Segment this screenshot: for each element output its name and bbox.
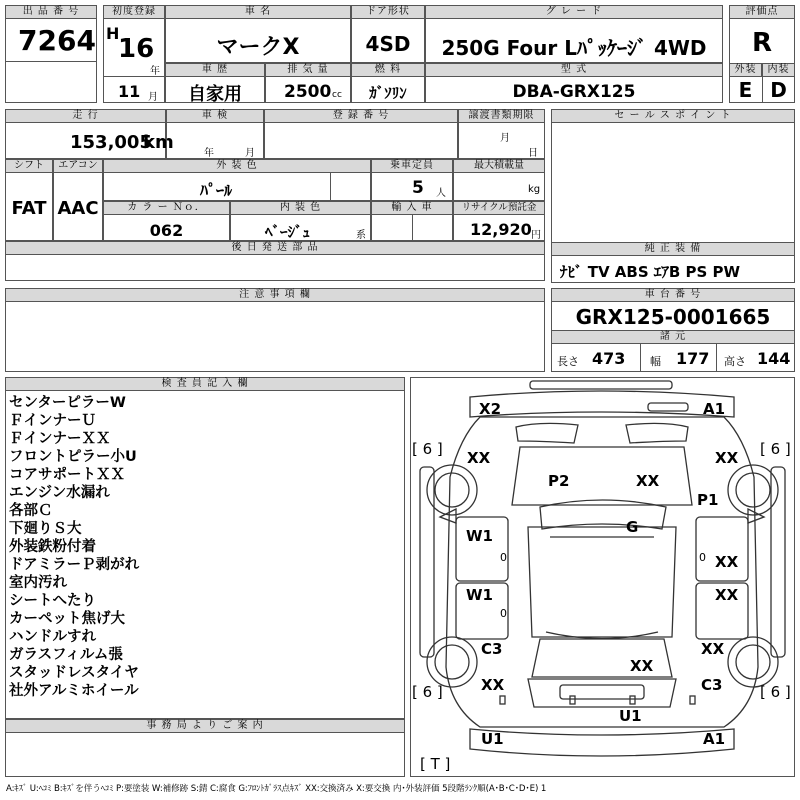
mark-a1-rear: A1 xyxy=(703,730,726,748)
mark-c3-left: C3 xyxy=(481,640,503,658)
score: R xyxy=(751,28,773,58)
remarks-list xyxy=(9,394,139,700)
remark-item: 室内汚れ xyxy=(9,575,67,591)
tire-depth-rr: [ 6 ] xyxy=(760,683,791,701)
inspection-label: 車 検 xyxy=(166,109,264,123)
model: DBA-GRX125 xyxy=(512,82,636,102)
remark-item: カーペット焦げ大 xyxy=(9,611,125,627)
length: 473 xyxy=(592,349,626,368)
recycle-label: リサイクル預託金 xyxy=(453,201,545,215)
remark-item: ハンドルすれ xyxy=(9,629,96,645)
reg-year: 16 xyxy=(118,34,155,64)
mark-p2: P2 xyxy=(548,472,570,490)
height: 144 xyxy=(757,349,791,368)
mark-xx-fl: XX xyxy=(467,449,491,467)
remark-item: ＦインナーＵ xyxy=(9,413,96,429)
shift-label: シフト xyxy=(5,159,53,173)
year-unit: 年 xyxy=(150,66,160,77)
remark-item: ガラスフィルム張 xyxy=(9,647,123,663)
equipment: ﾅﾋﾞ TV ABS ｴｱB PS PW xyxy=(560,263,741,281)
interior: ﾍﾞｰｼﾞｭ xyxy=(265,223,311,241)
car-name: マークX xyxy=(216,35,300,60)
mark-xx-rr: XX xyxy=(701,640,725,658)
sales-box xyxy=(551,109,795,283)
load-unit: kg xyxy=(528,184,541,195)
colorno-label: カ ラ ー Ｎｏ． xyxy=(103,201,230,215)
regno-label: 登 録 番 号 xyxy=(264,109,458,123)
ac: AAC xyxy=(57,198,99,219)
transfer-label: 譲渡書類期限 xyxy=(458,109,545,123)
transfer-month: 月 xyxy=(500,133,510,144)
lot-number: 7264 xyxy=(18,24,96,57)
color-label: 外 装 色 xyxy=(103,159,371,173)
mark-u1-rear: U1 xyxy=(481,730,504,748)
remark-item: センターピラーW xyxy=(9,395,126,411)
dims-label: 諸 元 xyxy=(551,330,795,344)
office-label: 事 務 局 よ り ご 案 内 xyxy=(5,719,405,733)
mark-xx-hood: XX xyxy=(636,472,660,490)
mark-u1-trunk: U1 xyxy=(619,707,642,725)
grade-label: グ レ ー ド xyxy=(425,5,723,19)
legend: A:ｷｽﾞ U:ﾍｺﾐ B:ｷｽﾞを伴うﾍｺﾐ P:要塗装 W:補修跡 S:錆 C:腐食 G:ﾌﾛﾝﾄｶﾞﾗｽ点ｷｽﾞ XX:交換済み X:要交換 内･外装評価 5段階ﾗﾝｸ順(A･B･C･D･E) 1 xyxy=(6,784,547,794)
tire-depth-rl: [ 6 ] xyxy=(412,683,443,701)
reg-month: 11 xyxy=(118,82,141,101)
fuel: ｶﾞｿﾘﾝ xyxy=(369,84,407,102)
width: 177 xyxy=(676,349,710,368)
mark-w1-front: W1 xyxy=(466,527,493,545)
tire-depth-fr: [ 6 ] xyxy=(760,440,791,458)
tire-depth-fl: [ 6 ] xyxy=(412,440,443,458)
fuel-label: 燃 料 xyxy=(351,63,425,77)
spare-tire: [ T ] xyxy=(420,755,451,773)
recycle: 12,920 xyxy=(470,220,532,239)
mark-xx-r2: XX xyxy=(715,586,739,604)
capacity: 5 xyxy=(412,178,424,198)
remark-item: スタッドレスタイヤ xyxy=(9,665,139,681)
inspection-year: 年 xyxy=(204,148,214,159)
remark-item: エンジン水漏れ xyxy=(9,485,110,501)
ext-label: 外装 xyxy=(729,63,762,77)
history: 自家用 xyxy=(188,84,242,105)
equip-label: 純 正 装 備 xyxy=(551,242,795,256)
door-label: ドア形状 xyxy=(351,5,425,19)
displacement-label: 排 気 量 xyxy=(265,63,351,77)
ac-label: エアコン xyxy=(53,159,103,173)
colorno: 062 xyxy=(149,221,184,240)
mark-c3-right: C3 xyxy=(701,676,723,694)
displacement: 2500 xyxy=(284,82,332,102)
mileage-label: 走 行 xyxy=(5,109,166,123)
mark-zero-l1: 0 xyxy=(500,551,507,564)
transfer-day: 日 xyxy=(528,148,538,159)
mileage-unit: km xyxy=(143,132,174,153)
era: H xyxy=(106,24,120,43)
mark-p1: P1 xyxy=(697,491,719,509)
int-grade: D xyxy=(770,78,787,102)
shift: FAT xyxy=(11,198,47,219)
car-outline-diagram xyxy=(410,377,795,777)
registration-label: 初度登録 xyxy=(103,5,165,19)
recycle-unit: 円 xyxy=(531,230,541,241)
chassis-number: GRX125-0001665 xyxy=(575,305,771,329)
mark-zero-l2: 0 xyxy=(500,607,507,620)
interior-label: 内 装 色 xyxy=(230,201,371,215)
mark-xx-trunk: XX xyxy=(630,657,654,675)
displacement-unit: cc xyxy=(332,90,342,100)
capacity-unit: 人 xyxy=(436,188,446,199)
model-label: 型 式 xyxy=(425,63,723,77)
ext-grade: E xyxy=(738,78,753,102)
remark-item: 下廻りＳ大 xyxy=(9,521,82,537)
len-label: 長さ xyxy=(557,355,579,368)
remark-item: ＦインナーＸＸ xyxy=(9,431,111,447)
month-unit: 月 xyxy=(148,92,158,103)
inspection-month: 月 xyxy=(245,148,255,159)
mark-xx-rl: XX xyxy=(481,676,505,694)
score-label: 評価点 xyxy=(729,5,795,19)
inspector-label: 検 査 員 記 入 欄 xyxy=(5,377,405,391)
mark-x2: X2 xyxy=(479,400,502,418)
mark-xx-r1: XX xyxy=(715,553,739,571)
capacity-label: 乗車定員 xyxy=(371,159,453,173)
grade: 250G Four Lﾊﾟｯｹｰｼﾞ 4WD xyxy=(441,36,707,60)
remark-item: ドアミラーＰ剥がれ xyxy=(9,557,140,573)
height-label: 高さ xyxy=(724,355,746,368)
remark-item: シートへたり xyxy=(9,593,96,609)
color: ﾊﾟｰﾙ xyxy=(199,181,232,200)
mileage: 153,005 xyxy=(70,132,152,153)
import-label: 輸 入 車 xyxy=(371,201,453,215)
mark-xx-fr: XX xyxy=(715,449,739,467)
mark-a1-front: A1 xyxy=(703,400,726,418)
interior-unit: 系 xyxy=(356,230,366,241)
mark-g: G xyxy=(626,518,639,536)
lot-label: 出 品 番 号 xyxy=(5,5,97,19)
remark-item: 各部Ｃ xyxy=(9,503,53,519)
chassis-label: 車 台 番 号 xyxy=(551,288,795,302)
remark-item: フロントピラー小U xyxy=(9,449,137,465)
remark-item: コアサポートＸＸ xyxy=(9,467,125,483)
remark-item: 社外アルミホイール xyxy=(9,683,139,699)
sales-label: セ ー ル ス ポ イ ン ト xyxy=(551,109,795,123)
notes-label: 注 意 事 項 欄 xyxy=(5,288,545,302)
door-type: 4SD xyxy=(365,32,411,56)
later-parts-label: 後 日 発 送 部 品 xyxy=(5,241,545,255)
width-label: 幅 xyxy=(650,355,661,368)
int-label: 内装 xyxy=(762,63,795,77)
history-label: 車 歴 xyxy=(165,63,265,77)
load-label: 最大積載量 xyxy=(453,159,545,173)
mark-w1-rear: W1 xyxy=(466,586,493,604)
remark-item: 外装鉄粉付着 xyxy=(9,539,96,555)
mark-zero-r1: 0 xyxy=(699,551,706,564)
name-label: 車 名 xyxy=(165,5,351,19)
